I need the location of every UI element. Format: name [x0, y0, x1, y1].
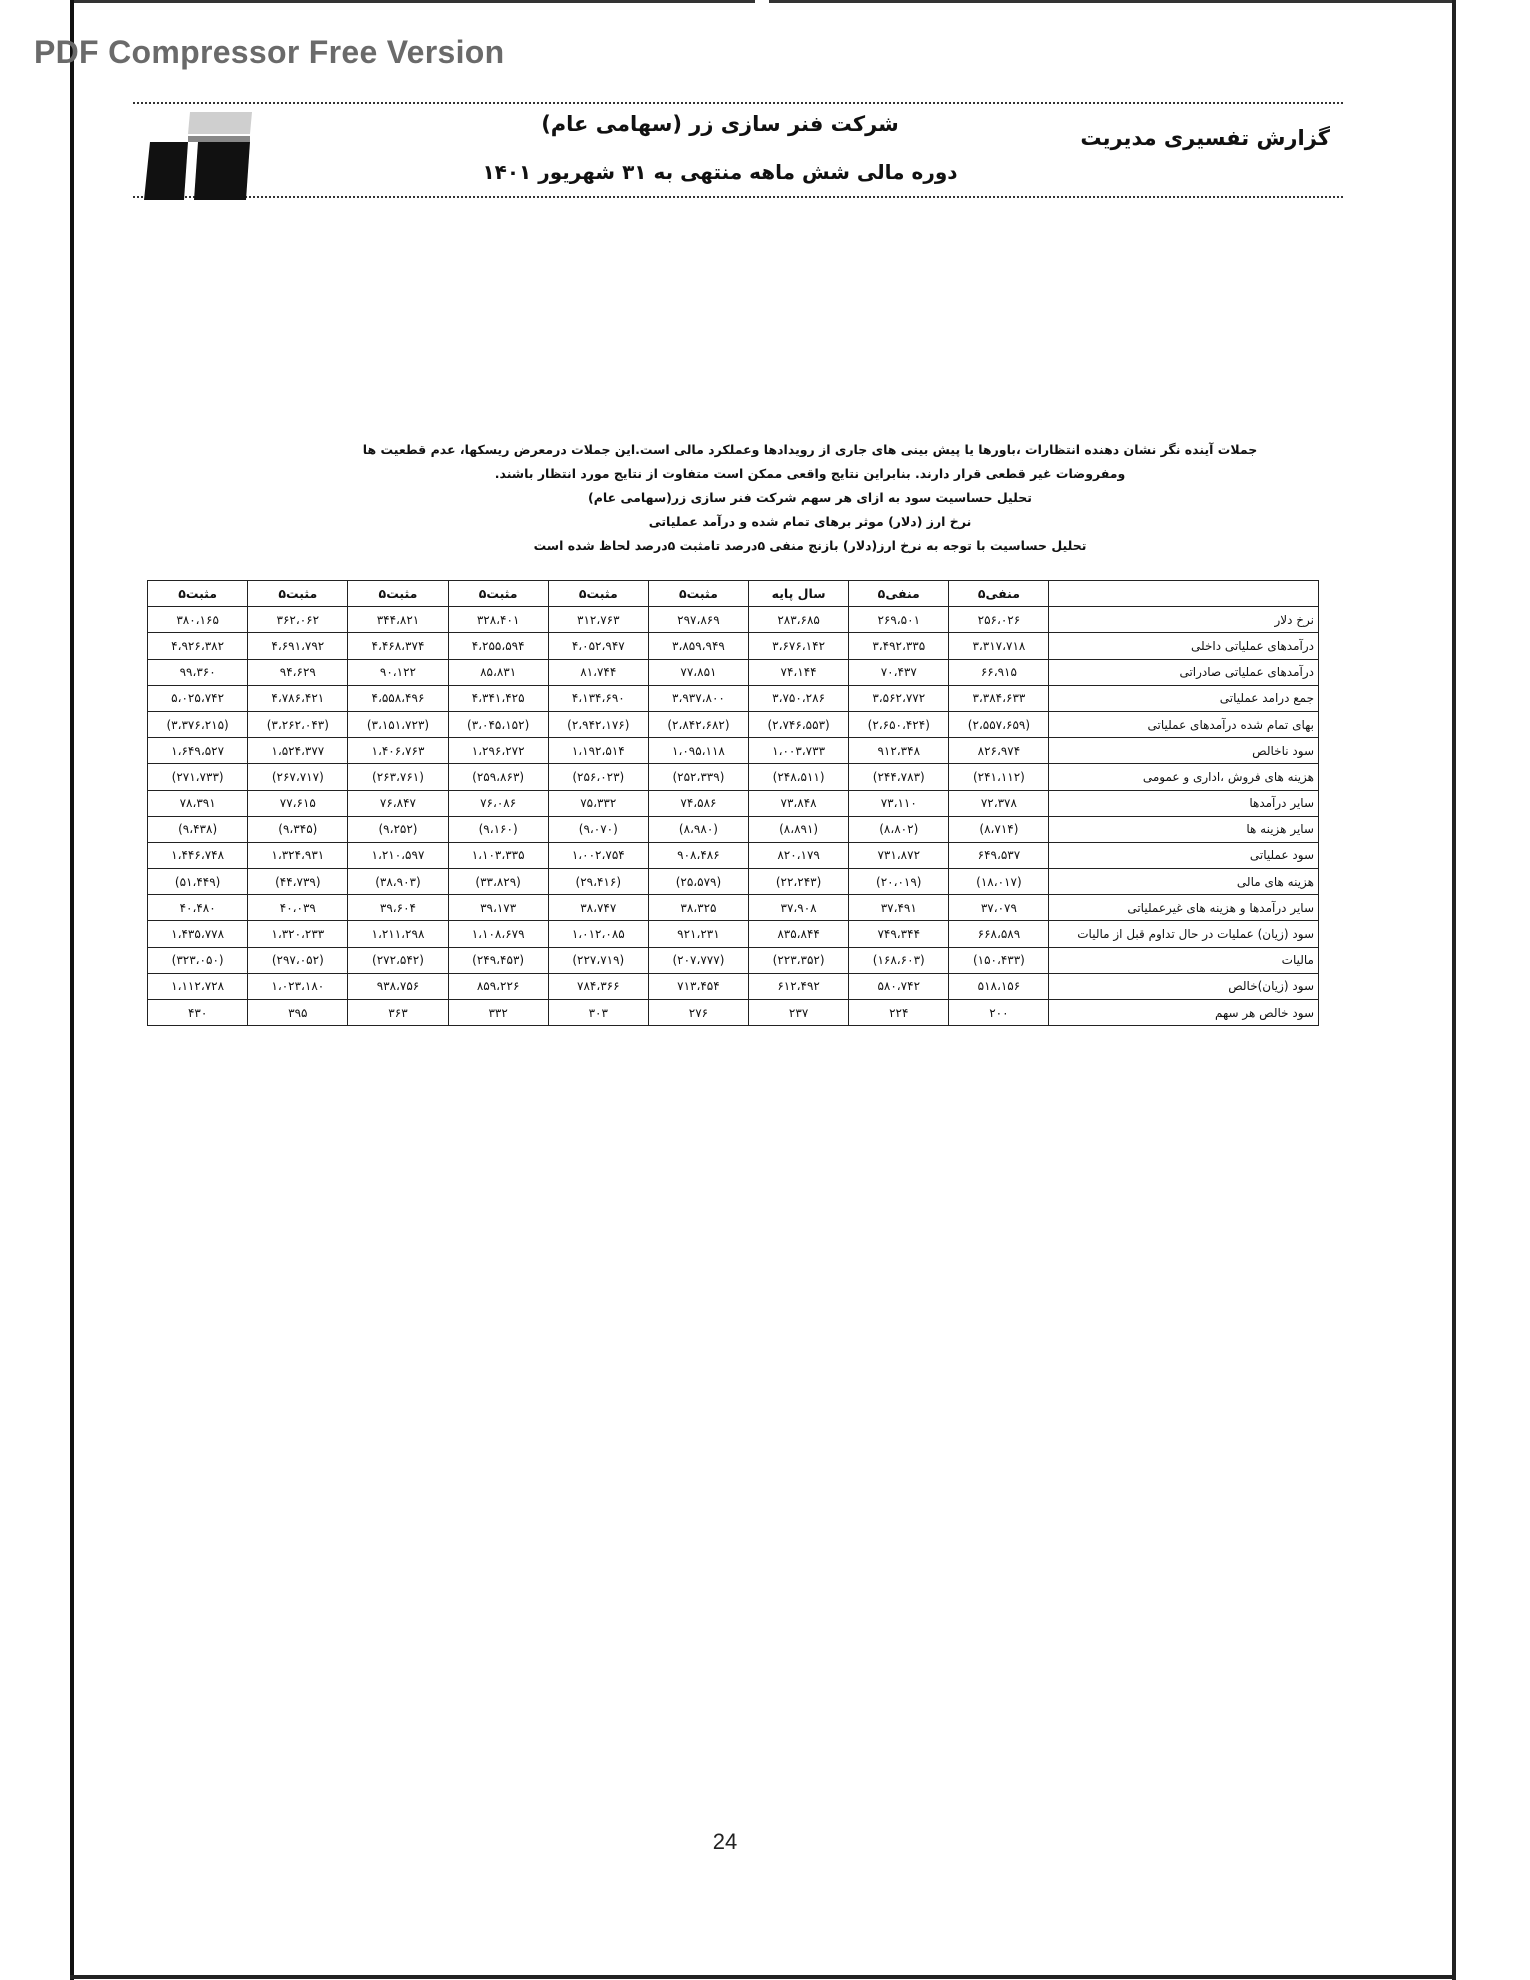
- table-cell: ۷۳۱،۸۷۲: [849, 842, 949, 868]
- intro-line-5: تحلیل حساسیت با توجه به نرخ ارز(دلار) بازنج منفی ۵درصد تامثبت ۵درصد لحاظ شده است: [533, 538, 1087, 553]
- table-cell: ۶۶،۹۱۵: [949, 659, 1049, 685]
- table-cell: (۸،۸۹۱): [749, 816, 849, 842]
- table-cell: (۸،۸۰۲): [849, 816, 949, 842]
- report-title: گزارش تفسیری مدیریت: [1080, 126, 1330, 150]
- table-cell: ۶۴۹،۵۳۷: [949, 842, 1049, 868]
- table-cell: ۶۱۲،۴۹۲: [749, 973, 849, 999]
- table-cell: ۳۴۴،۸۲۱: [348, 607, 448, 633]
- row-label: نرخ دلار: [1049, 607, 1319, 633]
- table-cell: ۳۷،۰۷۹: [949, 895, 1049, 921]
- table-cell: ۳۷،۴۹۱: [849, 895, 949, 921]
- row-label: هزینه های فروش ،اداری و عمومی: [1049, 764, 1319, 790]
- intro-line-1: جملات آینده نگر نشان دهنده انتظارات ،باورها یا پیش بینی های جاری از رویدادها وعملکرد مالی است.این جملات درمعرض ریسکها، عدم قطعیت ها: [362, 442, 1258, 457]
- table-row: [148, 764, 1319, 790]
- company-name: شرکت فنر سازی زر (سهامی عام): [541, 112, 899, 136]
- table-cell: (۳،۳۷۶،۲۱۵): [148, 711, 248, 737]
- table-cell: ۷۳،۸۴۸: [749, 790, 849, 816]
- table-cell: (۲۶۷،۷۱۷): [248, 764, 348, 790]
- header-cell: مثبت۵: [148, 581, 248, 607]
- table-cell: ۳،۶۷۶،۱۴۲: [749, 633, 849, 659]
- table-cell: ۷۶،۰۸۶: [448, 790, 548, 816]
- header-cell: مثبت۵: [348, 581, 448, 607]
- table-cell: ۳،۹۳۷،۸۰۰: [648, 685, 748, 711]
- table-cell: (۹،۱۶۰): [448, 816, 548, 842]
- table-row: [148, 633, 1319, 659]
- table-cell: ۱،۲۱۱،۲۹۸: [348, 921, 448, 947]
- table-cell: ۷۳،۱۱۰: [849, 790, 949, 816]
- table-cell: (۲۵۶،۰۲۳): [548, 764, 648, 790]
- header-cell: منفی۵: [849, 581, 949, 607]
- table-cell: ۲۳۷: [749, 1000, 849, 1026]
- table-cell: (۱۵۰،۴۳۳): [949, 947, 1049, 973]
- table-cell: (۲۶۳،۷۶۱): [348, 764, 448, 790]
- table-cell: (۲۲،۲۴۳): [749, 869, 849, 895]
- table-cell: ۲۲۴: [849, 1000, 949, 1026]
- table-cell: ۷۷،۶۱۵: [248, 790, 348, 816]
- table-cell: ۳۹،۶۰۴: [348, 895, 448, 921]
- table-cell: ۸۲۶،۹۷۴: [949, 738, 1049, 764]
- table-cell: ۱،۶۴۹،۵۲۷: [148, 738, 248, 764]
- table-row: [148, 659, 1319, 685]
- table-cell: ۹۱۲،۳۴۸: [849, 738, 949, 764]
- table-cell: (۲۷۱،۷۳۳): [148, 764, 248, 790]
- intro-line-2: ومفروضات غیر قطعی قرار دارند. بنابراین نتایج واقعی ممکن است متفاوت از نتایج مورد انتظار باشند.: [494, 466, 1126, 481]
- table-cell: ۵،۰۲۵،۷۴۲: [148, 685, 248, 711]
- table-cell: ۳،۴۹۲،۳۳۵: [849, 633, 949, 659]
- row-label: درآمدهای عملیاتی داخلی: [1049, 633, 1319, 659]
- table-cell: ۱،۴۴۶،۷۴۸: [148, 842, 248, 868]
- table-cell: ۱،۱۰۳،۳۳۵: [448, 842, 548, 868]
- table-cell: (۱۶۸،۶۰۳): [849, 947, 949, 973]
- table-cell: (۲،۶۵۰،۴۲۴): [849, 711, 949, 737]
- table-cell: ۴،۳۴۱،۴۲۵: [448, 685, 548, 711]
- table-row: [148, 738, 1319, 764]
- header-cell: منفی۵: [949, 581, 1049, 607]
- table-cell: ۷۸،۳۹۱: [148, 790, 248, 816]
- table-cell: (۳۲۳،۰۵۰): [148, 947, 248, 973]
- page-border-bottom: [70, 1975, 1456, 1979]
- table-cell: (۹،۴۳۸): [148, 816, 248, 842]
- table-cell: ۳۷،۹۰۸: [749, 895, 849, 921]
- table-cell: ۷۸۴،۳۶۶: [548, 973, 648, 999]
- table-cell: ۲۰۰: [949, 1000, 1049, 1026]
- table-cell: ۷۲،۳۷۸: [949, 790, 1049, 816]
- table-cell: ۷۷،۸۵۱: [648, 659, 748, 685]
- watermark: PDF Compressor Free Version: [34, 34, 505, 70]
- table-cell: (۲،۸۴۲،۶۸۲): [648, 711, 748, 737]
- table-cell: ۳۱۲،۷۶۳: [548, 607, 648, 633]
- row-label: سود (زیان)خالص: [1049, 973, 1319, 999]
- table-cell: ۴،۷۸۶،۴۲۱: [248, 685, 348, 711]
- row-label: سود (زیان) عملیات در حال تداوم قبل از مالیات: [1049, 921, 1319, 947]
- table-cell: ۹۰،۱۲۲: [348, 659, 448, 685]
- table-cell: (۲،۵۵۷،۶۵۹): [949, 711, 1049, 737]
- table-cell: (۲۴۴،۷۸۳): [849, 764, 949, 790]
- table-cell: ۸۳۵،۸۴۴: [749, 921, 849, 947]
- row-label: هزینه های مالی: [1049, 869, 1319, 895]
- company-logo: [140, 112, 252, 200]
- table-cell: (۸،۷۱۴): [949, 816, 1049, 842]
- table-cell: ۱،۱۰۸،۶۷۹: [448, 921, 548, 947]
- row-label: بهای تمام شده درآمدهای عملیاتی: [1049, 711, 1319, 737]
- table-cell: (۲،۷۴۶،۵۵۳): [749, 711, 849, 737]
- table-cell: ۲۸۳،۶۸۵: [749, 607, 849, 633]
- table-cell: (۸،۹۸۰): [648, 816, 748, 842]
- table-cell: ۱،۰۱۲،۰۸۵: [548, 921, 648, 947]
- table-cell: ۱،۵۲۴،۳۷۷: [248, 738, 348, 764]
- table-cell: ۱،۰۰۲،۷۵۴: [548, 842, 648, 868]
- table-cell: ۱،۲۹۶،۲۷۲: [448, 738, 548, 764]
- table-cell: ۴،۲۵۵،۵۹۴: [448, 633, 548, 659]
- table-cell: ۳،۷۵۰،۲۸۶: [749, 685, 849, 711]
- table-cell: ۱،۴۳۵،۷۷۸: [148, 921, 248, 947]
- table-cell: ۴،۱۳۴،۶۹۰: [548, 685, 648, 711]
- table-row: [148, 921, 1319, 947]
- table-cell: ۳۸،۷۴۷: [548, 895, 648, 921]
- table-cell: ۳،۳۱۷،۷۱۸: [949, 633, 1049, 659]
- table-row: [148, 947, 1319, 973]
- table-cell: ۹۹،۳۶۰: [148, 659, 248, 685]
- row-label: سود عملیاتی: [1049, 842, 1319, 868]
- table-cell: ۷۱۳،۴۵۴: [648, 973, 748, 999]
- table-cell: ۲۷۶: [648, 1000, 748, 1026]
- table-cell: (۳،۱۵۱،۷۲۳): [348, 711, 448, 737]
- table-cell: (۲۲۷،۷۱۹): [548, 947, 648, 973]
- table-cell: (۱۸،۰۱۷): [949, 869, 1049, 895]
- row-label: سایر درآمدها: [1049, 790, 1319, 816]
- table-cell: ۹۴،۶۲۹: [248, 659, 348, 685]
- header-top-divider: [133, 102, 1343, 104]
- table-cell: ۸۲۰،۱۷۹: [749, 842, 849, 868]
- table-row: [148, 973, 1319, 999]
- table-cell: ۴،۴۶۸،۳۷۴: [348, 633, 448, 659]
- table-cell: (۳۸،۹۰۳): [348, 869, 448, 895]
- table-cell: ۱،۳۲۴،۹۳۱: [248, 842, 348, 868]
- table-row: [148, 816, 1319, 842]
- table-cell: ۷۴۹،۳۴۴: [849, 921, 949, 947]
- row-label: سایر درآمدها و هزینه های غیرعملیاتی: [1049, 895, 1319, 921]
- table-row: [148, 711, 1319, 737]
- intro-line-4: نرخ ارز (دلار) موثر برهای تمام شده و درآمد عملیاتی: [648, 514, 972, 529]
- table-cell: (۲۴۸،۵۱۱): [749, 764, 849, 790]
- intro-line-3: تحلیل حساسیت سود به ازای هر سهم شرکت فنر سازی زر(سهامی عام): [588, 490, 1032, 505]
- table-cell: (۵۱،۴۴۹): [148, 869, 248, 895]
- table-cell: ۲۶۹،۵۰۱: [849, 607, 949, 633]
- row-label: سایر هزینه ها: [1049, 816, 1319, 842]
- header-cell: مثبت۵: [248, 581, 348, 607]
- table-cell: (۳،۲۶۲،۰۴۳): [248, 711, 348, 737]
- table-row: [148, 607, 1319, 633]
- table-cell: ۲۵۶،۰۲۶: [949, 607, 1049, 633]
- header-bottom-divider: [133, 196, 1343, 198]
- table-cell: ۱،۴۰۶،۷۶۳: [348, 738, 448, 764]
- table-cell: ۴،۰۵۲،۹۴۷: [548, 633, 648, 659]
- report-period: دوره مالی شش ماهه منتهی به ۳۱ شهریور ۱۴۰۱: [482, 160, 958, 184]
- table-cell: ۱،۱۱۲،۷۲۸: [148, 973, 248, 999]
- table-cell: ۵۸۰،۷۴۲: [849, 973, 949, 999]
- table-row: [148, 790, 1319, 816]
- page-border-right: [1452, 0, 1456, 1980]
- row-label: درآمدهای عملیاتی صادراتی: [1049, 659, 1319, 685]
- table-cell: (۲۰۷،۷۷۷): [648, 947, 748, 973]
- page-number: 24: [712, 1829, 738, 1854]
- table-cell: ۳۹۵: [248, 1000, 348, 1026]
- table-cell: ۸۵۹،۲۲۶: [448, 973, 548, 999]
- table-cell: ۹۳۸،۷۵۶: [348, 973, 448, 999]
- table-cell: ۳۹،۱۷۳: [448, 895, 548, 921]
- header-cell: مثبت۵: [548, 581, 648, 607]
- table-cell: ۸۵،۸۳۱: [448, 659, 548, 685]
- table-cell: (۲۰،۰۱۹): [849, 869, 949, 895]
- table-cell: (۲۴۹،۴۵۳): [448, 947, 548, 973]
- table-cell: ۷۰،۴۳۷: [849, 659, 949, 685]
- table-cell: ۴۰،۴۸۰: [148, 895, 248, 921]
- table-cell: ۱،۰۰۳،۷۳۳: [749, 738, 849, 764]
- table-cell: ۷۴،۵۸۶: [648, 790, 748, 816]
- table-cell: ۸۱،۷۴۴: [548, 659, 648, 685]
- table-row: [148, 869, 1319, 895]
- row-label: مالیات: [1049, 947, 1319, 973]
- table-cell: (۹،۲۵۲): [348, 816, 448, 842]
- table-row: [148, 895, 1319, 921]
- table-cell: ۳،۵۶۲،۷۷۲: [849, 685, 949, 711]
- table-cell: ۴۳۰: [148, 1000, 248, 1026]
- table-cell: ۳،۸۵۹،۹۴۹: [648, 633, 748, 659]
- header-cell: سال پایه: [749, 581, 849, 607]
- table-cell: (۲۹،۴۱۶): [548, 869, 648, 895]
- table-cell: ۱،۰۹۵،۱۱۸: [648, 738, 748, 764]
- table-cell: ۳۶۲،۰۶۲: [248, 607, 348, 633]
- sensitivity-table: [147, 580, 1319, 1026]
- table-cell: (۲۴۱،۱۱۲): [949, 764, 1049, 790]
- table-cell: ۳،۳۸۴،۶۳۳: [949, 685, 1049, 711]
- table-cell: (۴۴،۷۳۹): [248, 869, 348, 895]
- header-cell-label: [1049, 581, 1319, 607]
- table-cell: ۷۴،۱۴۴: [749, 659, 849, 685]
- row-label: سود ناخالص: [1049, 738, 1319, 764]
- table-cell: ۳۸،۳۲۵: [648, 895, 748, 921]
- row-label: جمع درامد عملیاتی: [1049, 685, 1319, 711]
- table-cell: ۴،۹۲۶،۳۸۲: [148, 633, 248, 659]
- table-cell: ۱،۳۲۰،۲۳۳: [248, 921, 348, 947]
- table-cell: ۲۹۷،۸۶۹: [648, 607, 748, 633]
- table-cell: ۴۰،۰۳۹: [248, 895, 348, 921]
- table-body: [148, 607, 1319, 1026]
- table-cell: ۴،۶۹۱،۷۹۲: [248, 633, 348, 659]
- table-cell: ۳۶۳: [348, 1000, 448, 1026]
- header-cell: مثبت۵: [648, 581, 748, 607]
- table-header-row: [148, 581, 1319, 607]
- table-cell: ۳۸۰،۱۶۵: [148, 607, 248, 633]
- table-cell: (۹،۳۴۵): [248, 816, 348, 842]
- table-cell: (۲۲۳،۳۵۲): [749, 947, 849, 973]
- page-border-gap: [755, 0, 769, 4]
- table-cell: ۳۲۸،۴۰۱: [448, 607, 548, 633]
- table-row: [148, 842, 1319, 868]
- table-cell: ۶۶۸،۵۸۹: [949, 921, 1049, 947]
- table-cell: (۲۷۲،۵۴۲): [348, 947, 448, 973]
- table-cell: ۱،۲۱۰،۵۹۷: [348, 842, 448, 868]
- table-cell: ۱،۱۹۲،۵۱۴: [548, 738, 648, 764]
- table-cell: (۳،۰۴۵،۱۵۲): [448, 711, 548, 737]
- table-cell: (۲،۹۴۲،۱۷۶): [548, 711, 648, 737]
- table-cell: (۲۵۹،۸۶۳): [448, 764, 548, 790]
- header-cell: مثبت۵: [448, 581, 548, 607]
- table-cell: ۳۳۲: [448, 1000, 548, 1026]
- table-cell: ۹۲۱،۲۳۱: [648, 921, 748, 947]
- table-cell: (۲۹۷،۰۵۲): [248, 947, 348, 973]
- table-cell: ۳۰۳: [548, 1000, 648, 1026]
- table-cell: ۹۰۸،۴۸۶: [648, 842, 748, 868]
- table-cell: ۷۵،۳۳۲: [548, 790, 648, 816]
- table-cell: ۷۶،۸۴۷: [348, 790, 448, 816]
- row-label: سود خالص هر سهم: [1049, 1000, 1319, 1026]
- table-cell: (۲۵،۵۷۹): [648, 869, 748, 895]
- table-row: [148, 1000, 1319, 1026]
- table-cell: (۲۵۲،۳۳۹): [648, 764, 748, 790]
- table-cell: (۳۳،۸۲۹): [448, 869, 548, 895]
- table-cell: (۹،۰۷۰): [548, 816, 648, 842]
- intro-statement: [310, 438, 1310, 558]
- table-cell: ۴،۵۵۸،۴۹۶: [348, 685, 448, 711]
- page-border-left: [70, 0, 74, 1980]
- table-cell: ۵۱۸،۱۵۶: [949, 973, 1049, 999]
- table-row: [148, 685, 1319, 711]
- table-cell: ۱،۰۲۳،۱۸۰: [248, 973, 348, 999]
